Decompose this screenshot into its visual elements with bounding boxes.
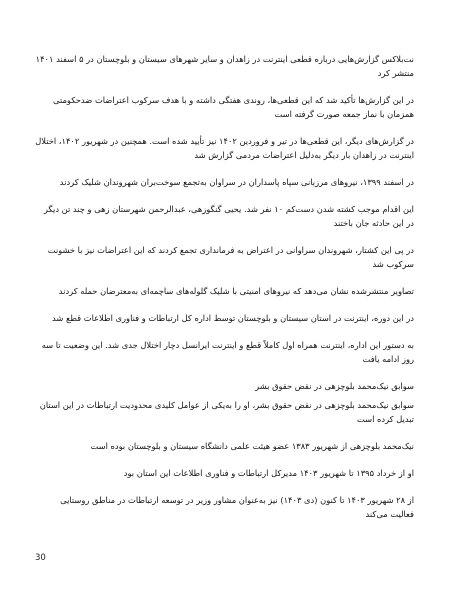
paragraph-13: از ۲۸ شهریور ۱۴۰۳ تا کنون (دی ۱۴۰۳) نیز به‌عنوان مشاور وزیر در توسعه ارتباطات در مناطق روستایی فعالیت می‌کند: [60, 495, 414, 519]
paragraph-3: در گزارش‌های دیگر، این قطعی‌ها در تیر و فروردین ۱۴۰۲ نیز تأیید شده است. همچنین در شهریور ۱۴۰۲، اختلال اینترنت در زاهدان بار دیگر به‌دلیل اعتراضات مردمی گزارش شد: [35, 136, 414, 160]
paragraph-9: به دستور این اداره، اینترنت همراه اول کاملاً قطع و اینترنت ایرانسل دچار اختلال جدی شد. این وضعیت تا سه روز ادامه یافت: [41, 340, 414, 364]
paragraph-4: در اسفند ۱۳۹۹، نیروهای مرزبانی سپاه پاسداران در سراوان به‌تجمع سوخت‌بران شهروندان شلیک کردند: [59, 177, 414, 187]
paragraph-1: نت‌بلاکس گزارش‌هایی درباره قطعی اینترنت در زاهدان و سایر شهرهای سیستان و بلوچستان در ۵ اسفند ۱۴۰۱ منتشر کرد: [35, 54, 414, 78]
paragraph-10: سوابق نیک‌محمد بلوچزهی در نقض حقوق بشر، او را به‌یکی از عوامل کلیدی محدودیت ارتباطات در این استان تبدیل کرده است: [39, 400, 414, 424]
document-body: [34, 52, 414, 534]
paragraph-5: این اقدام موجب کشته شدن دست‌کم ۱۰ نفر شد. یحیی گنگوزهی، عبدالرحمن شهرستان زهی و چند تن دیگر در این حادثه جان باختند: [43, 204, 414, 228]
paragraph-2: در این گزارش‌ها تأکید شد که این قطعی‌ها، روندی هفتگی داشته و با هدف سرکوب اعتراضات ضدحکومتی همزمان با نماز جمعه صورت گرفته است: [53, 95, 414, 119]
page-number: 30: [35, 553, 46, 563]
paragraph-8: در این دوره، اینترنت در استان سیستان و بلوچستان توسط اداره کل ارتباطات و فناوری اطلاعات قطع شد: [52, 313, 414, 323]
paragraph-7: تصاویر منتشرشده نشان می‌دهد که نیروهای امنیتی با شلیک گلوله‌های ساچمه‌ای به‌معترضان حمله کردند: [58, 286, 414, 296]
section-heading: سوابق نیک‌محمد بلوچزهی در نقض حقوق بشر: [255, 381, 414, 391]
paragraph-11: نیک‌محمد بلوچزهی از شهریور ۱۳۸۳ عضو هیئت علمی دانشگاه سیستان و بلوچستان بوده است: [90, 441, 414, 451]
paragraph-6: در پی این کشتار، شهروندان سراوانی در اعتراض به فرمانداری تجمع کردند که این اعتراضات نیز با خشونت سرکوب شد: [47, 245, 414, 269]
paragraph-12: او از خرداد ۱۳۹۵ تا شهریور ۱۴۰۳ مدیرکل ارتباطات و فناوری اطلاعات این استان بود: [123, 468, 414, 478]
